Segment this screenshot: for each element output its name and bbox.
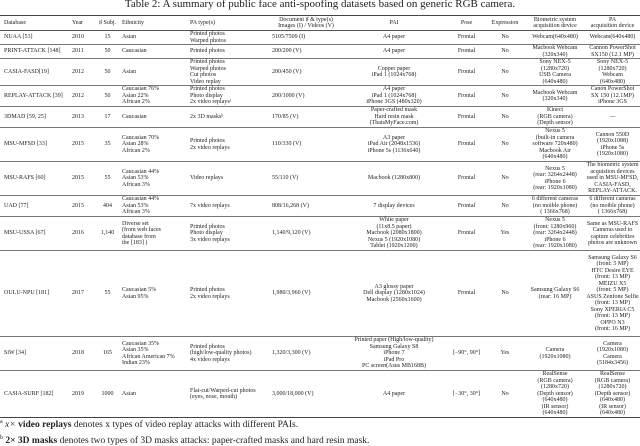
cell-database: OULU-NPU [181] (4, 290, 50, 297)
cell-pai: A3 glossy paper Dell display (1280x1024) Macbook (2560x1600) (363, 283, 425, 303)
cell-pose: Frontal (457, 113, 476, 120)
header-biometric-device: Biometric system acquisition device (533, 16, 577, 29)
cell-document-count: 1,980/3,960 (V) (272, 290, 311, 297)
cell-pai: A3 paper iPad Air (2048x1536) iPhone 5s (1136x640) (367, 134, 421, 154)
cell-year: 2013 (72, 113, 84, 120)
cell-document-count: 200/1000 (V) (272, 92, 305, 99)
table-row (0, 251, 640, 337)
header-expression: Expression (491, 19, 519, 26)
cell-pa-types: Printed photos (190, 48, 225, 55)
cell-expression: No (501, 92, 509, 99)
cell-database: SiW [34] (4, 350, 27, 357)
cell-year: 2019 (72, 390, 84, 397)
cell-pose: Frontal (457, 68, 476, 75)
footnote-a (0, 419, 298, 430)
cell-document-count: 170/85 (V) (272, 113, 299, 120)
footnote-b (0, 435, 369, 446)
header-pai: PAI (389, 19, 399, 26)
cell-document-count: 808/16,268 (V) (272, 202, 309, 209)
cell-biometric-device: Kinect (RGB camera) (Depth sensor) (537, 107, 573, 127)
cell-database: 3DMAD [59, 25] (4, 113, 46, 120)
footnote-text: denotes x types of video replay attacks with different PAIs. (73, 420, 299, 431)
cell-expression: No (501, 141, 509, 148)
cell-database: PRINT-ATTACK [148] (4, 48, 61, 55)
cell-pa-types: Printed photos Photo display 3x video replays (190, 223, 230, 243)
header-pa-types: PA type(s) (190, 19, 215, 26)
cell-subjects: 55 (104, 290, 111, 297)
cell-pose: Frontal (457, 92, 476, 99)
table-row (0, 107, 640, 128)
cell-database: NUAA [53] (4, 34, 33, 41)
cell-ethnicity: Caucasian (122, 48, 147, 55)
cell-expression: No (501, 48, 509, 55)
cell-pose: Frontal (457, 230, 476, 237)
footnote-text: denotes two types of 3D masks attacks: paper-crafted masks and hard resin mask. (59, 436, 370, 446)
cell-expression: No (501, 175, 509, 182)
header-pose: Pose (460, 19, 473, 26)
cell-database: MSU-MFSD [33] (4, 141, 47, 148)
header-pa-device: PA acquisition device (590, 16, 635, 29)
cell-biometric-device: Nexus 5 (rear: 3264x2448) iPhone 6 (rear: 1920x1080) (533, 165, 577, 191)
header-year: Year (72, 19, 84, 26)
cell-ethnicity: Caucasian 5% Asian 95% (122, 287, 157, 300)
cell-biometric-device: Webcam(640x480) (532, 34, 578, 41)
cell-pa-device: Cannon PowerShot SX150 (12.1 MP) (589, 45, 636, 58)
cell-biometric-device: Nexus 5 (front: 1280x960) (rear: 3264x2448) iPhone 6 (rear: 1920x1080) (533, 217, 577, 250)
cell-ethnicity: Caucasian 76% Asian 22% African 2% (122, 86, 160, 106)
cell-database: UAD [77] (4, 202, 29, 209)
table-row (0, 371, 640, 418)
table-caption: Table 2: A summary of public face anti-spoofing datasets based on generic RGB camera. (124, 0, 516, 10)
cell-pa-types: Printed photos 2x video replays (190, 287, 230, 300)
footnote-term: video replays (18, 420, 72, 431)
cell-pose: Frontal (457, 48, 476, 55)
cell-ethnicity: Caucasian (122, 113, 147, 120)
cell-year: 2012 (72, 68, 84, 75)
cell-database: CASIA-FASD[19] (4, 68, 49, 75)
cell-pai: A4 paper iPad 1 (1024x768) iPhone 3GS (480x320) (366, 86, 422, 106)
cell-subjects: 404 (103, 202, 112, 209)
footnote-mark: b (0, 435, 3, 441)
cell-pa-types: 7x video replays (190, 202, 230, 209)
cell-subjects: 165 (103, 350, 112, 357)
cell-pai: Printed paper (High/low-quality) Samsung Galaxy S8 iPhone 7 iPad Pro PC screen(Asus MB168B) (354, 337, 434, 370)
cell-pa-device: 6 different cameras (no moible phone) ( 1366x768) (589, 196, 636, 216)
cell-expression: No (501, 68, 509, 75)
cell-year: 2018 (72, 350, 84, 357)
cell-subjects: 55 (104, 175, 111, 182)
cell-pa-types: Video replays (190, 175, 224, 182)
cell-year: 2015 (72, 175, 84, 182)
cell-ethnicity: Caucasian 35% Asian 35% African American 7% Indian 23% (122, 340, 175, 366)
cell-biometric-device: Camera (1920x1080) (539, 347, 571, 360)
table-row (0, 217, 640, 251)
cell-year: 2010 (72, 34, 84, 41)
cell-pa-types: Printed photos Photo display 2x video replaysᵃ (190, 86, 232, 106)
cell-document-count: 55/110 (V) (272, 175, 299, 182)
cell-subjects: 1000 (101, 390, 114, 397)
cell-ethnicity: Asian (122, 34, 136, 41)
cell-ethnicity: Caucasian 44% Asian 53% African 3% (122, 168, 160, 188)
cell-expression: No (501, 290, 509, 297)
table-row (0, 337, 640, 371)
cell-pa-device: Canon PowerShot SX 150 (12.1MP) iPhone 3GS (590, 86, 635, 106)
cell-ethnicity: Diverse set (from web faces database from the [183] ) (122, 220, 161, 246)
header-subjects: ♯ Subj. (98, 19, 116, 26)
cell-pa-types: Printed photos (high/low-quality photos) 4x video replays (190, 343, 252, 363)
cell-pose: [−30°, 30°] (452, 390, 481, 397)
cell-biometric-device: Macbook Webcam (320x340) (532, 45, 578, 58)
cell-database: MSU-USSA [67] (4, 230, 46, 237)
cell-pai: White paper (11x8.5 paper) Macbook (2080x1800) Nexus 5 (1920x1080) Tablet (1920x1200) (366, 217, 422, 250)
cell-expression: No (501, 34, 509, 41)
cell-document-count: 5105/7509 (I) (272, 34, 306, 41)
cell-expression: Yes (500, 230, 510, 237)
cell-pa-device: Cannon 550D (1920x1088) iPhone 5s (1920x1080) (595, 131, 630, 157)
cell-subjects: 1,140 (100, 230, 115, 237)
cell-pa-device: RealSense (RGB camera) (1280x720) (Depth sensor) (640x480) (IR sensor) (640x480) (594, 371, 631, 417)
cell-document-count: 200/450 (V) (272, 68, 302, 75)
cell-pa-device: — (609, 113, 616, 120)
cell-year: 2016 (72, 230, 84, 237)
cell-database: MSU-RAFS [60] (4, 175, 46, 182)
cell-pai: A4 paper (382, 390, 406, 397)
cell-biometric-device: RealSense (RGB camera) (1280x720) (Depth sensor) (640x480) (IR sensor) (640x480) (537, 371, 573, 417)
cell-pa-types: 2x 3D masksᵇ (190, 113, 224, 120)
cell-pose: Frontal (457, 141, 476, 148)
cell-biometric-device: Nexus 5 (built-in camera software 720x480) Macbook Air (640x480) (532, 128, 578, 161)
cell-pai: A4 paper (382, 48, 406, 55)
table-row (0, 162, 640, 196)
cell-expression: No (501, 113, 509, 120)
dataset-summary-table (0, 15, 640, 417)
cell-ethnicity: Asian (122, 390, 136, 397)
cell-biometric-device: Sony NEX-5 (1280x720) USB Camera (640x480) (539, 59, 571, 85)
header-document-count: Document ♯ & type(s) Images (I) / Videos (V) (278, 16, 334, 29)
cell-document-count: 200/200 (V) (272, 48, 302, 55)
cell-pa-types: Printed photos Warped photos (190, 31, 227, 44)
cell-pai: A4 paper (382, 34, 406, 41)
cell-pa-device: Webcam(640x480) (589, 34, 636, 41)
cell-pa-device: Sony NEX-5 (1280x720) Webcam (640x480) (596, 59, 629, 85)
cell-pose: Frontal (457, 175, 476, 182)
cell-pa-device: Camera (1920x1080) Camera (5184x3456) (597, 340, 628, 366)
table-row (0, 31, 640, 45)
cell-pa-device: Samsung Galaxy S6 (front: 5 MP) HTC Desire EYE (front: 13 MP) MEIZU X5 (front: 5 MP) ASUS Zenfone Selfie (front: 13 MP) Sony XPERIA C5 (front: 13 MP) OPPO N3 (front: 16 MP) (586, 254, 639, 332)
header-database: Database (4, 19, 26, 26)
cell-subjects: 15 (104, 34, 111, 41)
cell-pai: Macbook (1280x800) (367, 175, 421, 182)
header-ethnicity: Ethnicity (122, 19, 144, 26)
cell-database: REPLAY-ATTACK [39] (4, 92, 63, 99)
cell-document-count: 110/330 (V) (272, 141, 302, 148)
footnote-variable: x× (5, 420, 16, 431)
table-row (0, 128, 640, 162)
cell-pai: 7 display devices (373, 202, 415, 209)
cell-biometric-device: Macbook Webcam (320x340) (532, 89, 578, 102)
cell-pai: Paper-crafted mask Hard resin mask (ThatsMyFace.com) (369, 107, 419, 127)
cell-pa-types: Printed photos Warped photos Cut photos Video replay (190, 59, 227, 85)
cell-pose: Frontal (457, 34, 476, 41)
cell-pai: Copper paper iPad 1 (1024x768) (371, 65, 417, 78)
cell-pa-device: The biometric system acquistion devices used in MSU-MFSD, CASIA-FASD, REPLAY-ATTACK. (586, 162, 639, 195)
cell-subjects: 17 (104, 113, 111, 120)
cell-pose: [−90°, 90°] (452, 350, 481, 357)
cell-pa-device: Same as MSU-RAFS Cameras used to capture celebrities photos are unknown (586, 220, 639, 246)
cell-biometric-device: 6 different cameras (no moible phone) ( 1366x768) (531, 196, 579, 216)
cell-expression: Yes (500, 350, 510, 357)
table-row (0, 45, 640, 59)
cell-ethnicity: Caucasian 70% Asian 28% African 2% (122, 134, 160, 154)
cell-year: 2012 (72, 92, 84, 99)
cell-subjects: 35 (104, 141, 111, 148)
cell-ethnicity: Caucasian 44% Asian 53% African 3% (122, 196, 160, 216)
cell-ethnicity: Asian (122, 68, 136, 75)
cell-year: 2011 (72, 48, 84, 55)
table-row (0, 86, 640, 107)
cell-year: 2015 (72, 202, 84, 209)
cell-database: CASIA-SURF [182] (4, 390, 54, 397)
footnote-term: 2× 3D masks (5, 436, 58, 446)
table-row (0, 59, 640, 86)
cell-expression: No (501, 390, 509, 397)
cell-document-count: 3,000/18,000 (V) (272, 390, 314, 397)
cell-pose: Frontal (457, 290, 476, 297)
table-header-row (0, 16, 640, 31)
cell-subjects: 50 (104, 48, 111, 55)
footnote-mark: a (0, 419, 3, 425)
cell-subjects: 50 (104, 68, 111, 75)
cell-pa-types: Flat-cut/Warped-cut photos (eyes, nose, mouth) (190, 387, 256, 400)
cell-document-count: 1,320/3,300 (V) (272, 350, 311, 357)
cell-pose: Frontal (457, 202, 476, 209)
cell-year: 2015 (72, 141, 84, 148)
cell-subjects: 50 (104, 92, 111, 99)
cell-pa-types: Printed photos 2x video replays (190, 138, 230, 151)
cell-expression: No (501, 202, 509, 209)
table-row (0, 196, 640, 217)
cell-biometric-device: Samsung Galaxy S6 (rear: 16 MP) (530, 287, 580, 300)
cell-document-count: 1,140/9,120 (V) (272, 230, 311, 237)
cell-year: 2017 (72, 290, 84, 297)
